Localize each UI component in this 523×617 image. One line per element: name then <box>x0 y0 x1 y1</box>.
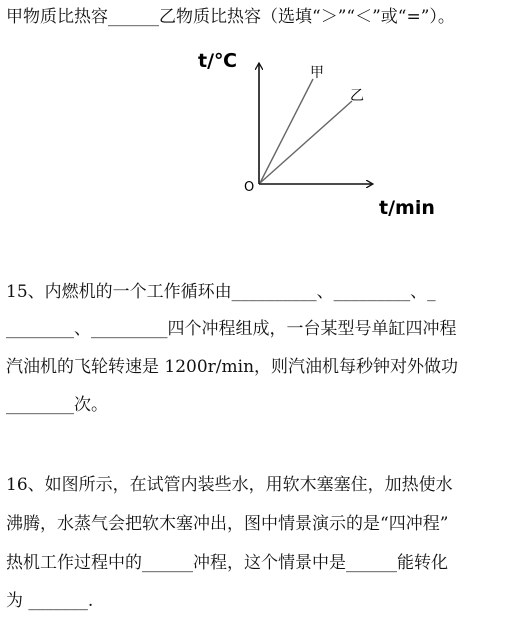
question-16-line-4: 为 _______. <box>6 591 94 611</box>
question-15-line-4: ________次。 <box>6 395 108 415</box>
origin-label: O <box>244 180 255 195</box>
line-jia-label: 甲 <box>310 65 324 81</box>
question-15-line-1: 15、内燃机的一个工作循环由__________、_________、_ <box>6 282 436 302</box>
question-15-line-3: 汽油机的飞轮转速是 1200r/min，则汽油机每秒钟对外做功 <box>6 357 459 377</box>
line-jia <box>260 79 313 183</box>
question-16-line-3: 热机工作过程中的______冲程，这个情景中是______能转化 <box>6 553 448 573</box>
temperature-time-graph <box>0 0 523 230</box>
question-15-line-2: ________、_________四个冲程组成，一台某型号单缸四冲程 <box>6 319 457 339</box>
y-axis-label: t/℃ <box>198 50 238 72</box>
question-16-line-1: 16、如图所示，在试管内装些水，用软木塞塞住，加热使水 <box>6 475 453 495</box>
question-16-line-2: 沸腾，水蒸气会把软木塞冲出，图中情景演示的是“四冲程” <box>6 514 449 534</box>
x-axis-label: t/min <box>379 197 435 219</box>
line-yi <box>260 101 352 183</box>
question-14-text: 甲物质比热容______乙物质比热容（选填“＞”“＜”或“=”）。 <box>6 7 455 27</box>
line-yi-label: 乙 <box>350 88 364 104</box>
